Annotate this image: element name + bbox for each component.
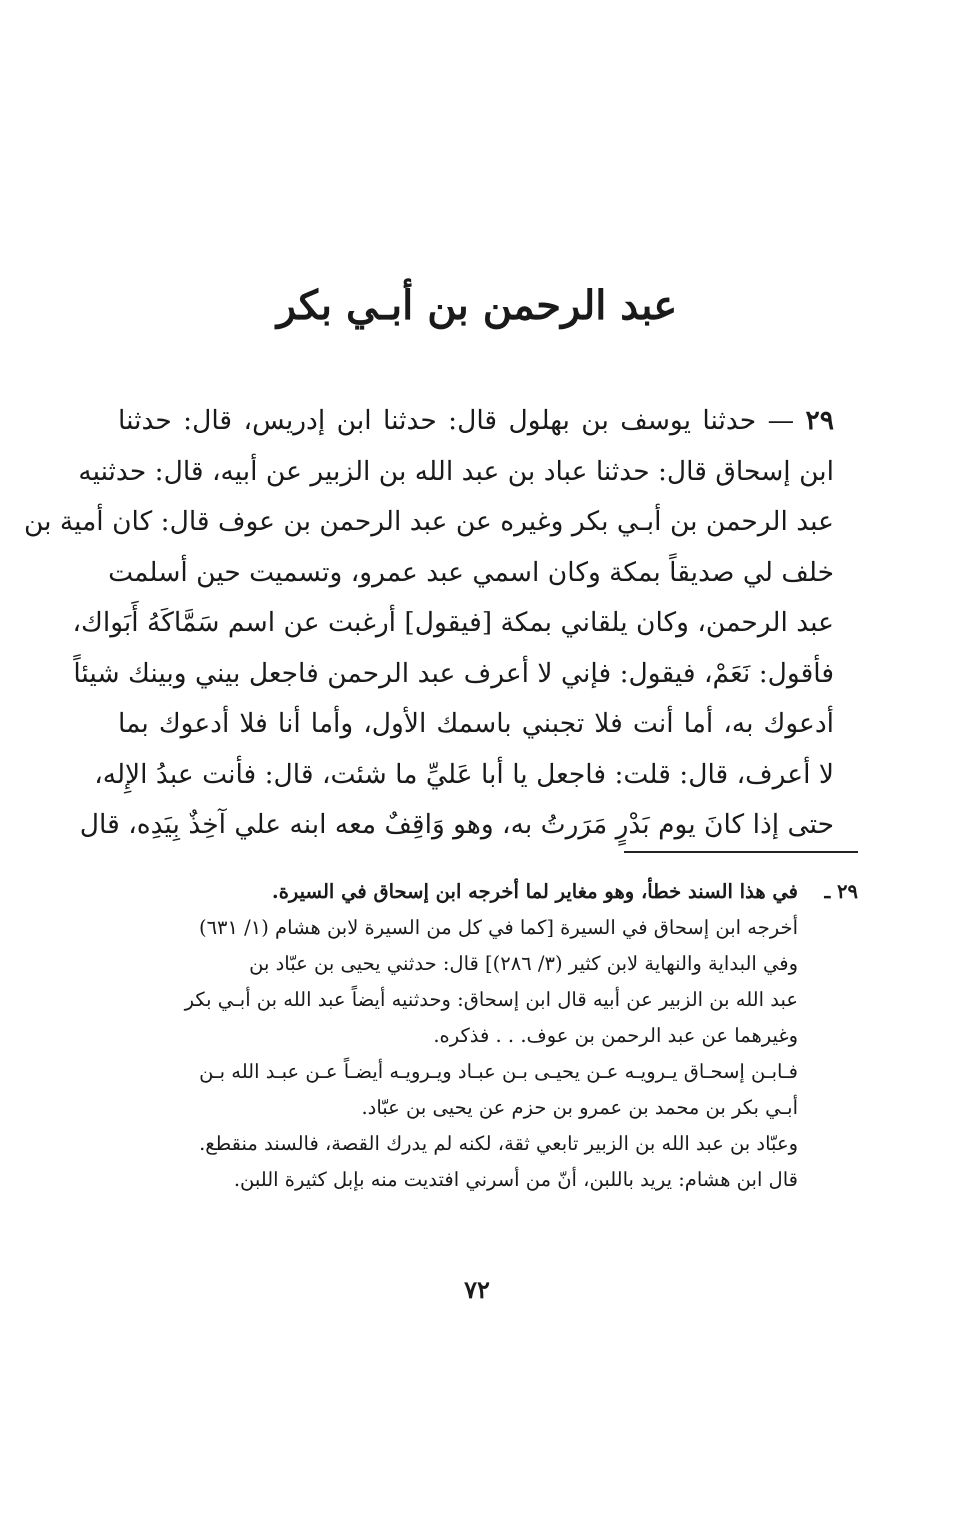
footnote-line-2: أخرجه ابن إسحاق في السيرة [كما في كل من السيرة لابن هشام (١/ ٦٣١) bbox=[198, 916, 798, 939]
body-line-3: عبد الرحمن بن أبـي بكر وغيره عن عبد الرحمن بن عوف قال: كان أمية بن bbox=[23, 506, 834, 537]
footnote-29 bbox=[116, 874, 858, 1198]
footnotes bbox=[116, 874, 858, 1198]
body-line-9: حتى إذا كانَ يوم بَدْرٍ مَرَرتُ به، وهو وَاقِفٌ معه ابنه علي آخِذٌ بِيَدِه، قال bbox=[79, 809, 834, 840]
footnote-number: ٢٩ ـ bbox=[824, 880, 858, 903]
footnote-body bbox=[116, 874, 798, 1198]
footnote-line-8: وعبّاد بن عبد الله بن الزبير تابعي ثقة، لكنه لم يدرك القصة، فالسند منقطع. bbox=[199, 1132, 798, 1155]
page-number: ٧٢ bbox=[464, 1275, 490, 1304]
footnote-line-6: فـابـن إسحـاق يـرويـه عـن يحيـى بـن عبـاد ويـرويـه أيضـاً عـن عبـد الله بـن bbox=[199, 1060, 798, 1083]
body-line-4: خلف لي صديقاً بمكة وكان اسمي عبد عمرو، وتسميت حين أسلمت bbox=[108, 556, 834, 588]
body-line-1-text: — حدثنا يوسف بن بهلول قال: حدثنا ابن إدريس، قال: حدثنا bbox=[118, 405, 795, 436]
footnote-line-9: قال ابن هشام: يريد باللبن، أنّ من أسرني افتديت منه بإبل كثيرة اللبن. bbox=[233, 1168, 798, 1191]
main-text bbox=[23, 396, 835, 851]
footnote-divider bbox=[624, 851, 858, 853]
body-line-1 bbox=[118, 396, 834, 447]
footnote-line-7: أبـي بكر بن محمد بن عمرو بن حزم عن يحيى بن عبّاد. bbox=[361, 1096, 798, 1119]
body-line-5: عبد الرحمن، وكان يلقاني بمكة [فيقول] أرغبت عن اسم سَمَّاكَهُ أَبَواك، bbox=[72, 607, 834, 638]
footnote-line-3: وفي البداية والنهاية لابن كثير (٣/ ٢٨٦)] قال: حدثني يحيى بن عبّاد بن bbox=[249, 952, 798, 975]
body-line-2: ابن إسحاق قال: حدثنا عباد بن عبد الله بن الزبير عن أبيه، قال: حدثنيه bbox=[78, 455, 834, 487]
hadith-number: ٢٩ bbox=[805, 405, 835, 436]
footnote-line-1: في هذا السند خطأ، وهو مغاير لما أخرجه ابن إسحاق في السيرة. bbox=[271, 880, 798, 903]
body-line-8: لا أعرف، قال: قلت: فاجعل يا أبا عَليِّ ما شئت، قال: فأنت عبدُ الإِله، bbox=[94, 758, 834, 790]
body-line-6: فأقول: نَعَمْ، فيقول: فإني لا أعرف عبد الرحمن فاجعل بيني وبينك شيئاً bbox=[73, 657, 834, 689]
chapter-title: عبد الرحمن بن أبـي بكر bbox=[276, 282, 678, 329]
footnote-line-4: عبد الله بن الزبير عن أبيه قال ابن إسحاق: وحدثنيه أيضاً عبد الله بن أبـي بكر bbox=[184, 988, 798, 1011]
footnote-line-5: وغيرهما عن عبد الرحمن بن عوف. . . فذكره. bbox=[433, 1024, 798, 1047]
body-line-7: أدعوك به، أما أنت فلا تجبني باسمك الأول، وأما أنا فلا أدعوك بما bbox=[118, 708, 834, 739]
